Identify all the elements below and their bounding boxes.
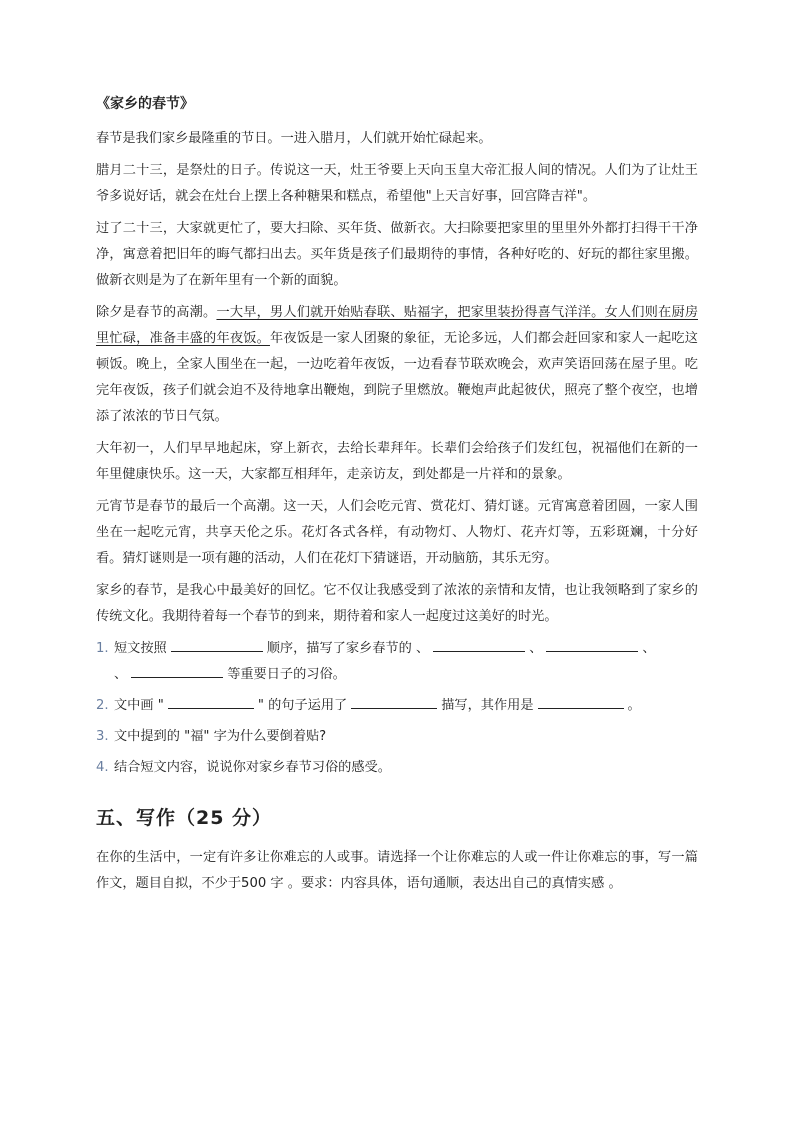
question-3 [96, 724, 698, 750]
question-text: 结合短文内容，说说你对家乡春节习俗的感受。 [114, 760, 391, 775]
paragraph-1: 春节是我们家乡最隆重的节日。一进入腊月，人们就开始忙碌起来。 [96, 131, 492, 146]
paragraph-3: 过了二十三，大家就更忙了，要大扫除、买年货、做新衣。大扫除要把家里的里里外外都打扫得干干净净，寓意着把旧年的晦气都扫出去。买年货是孩子们最期待的事情，各种好吃的、好玩的都往家里搬。做新衣则是为了在新年里有一个新的面貌。 [96, 221, 698, 288]
question-text: 描写，其作用是 [441, 698, 534, 713]
question-text: 文中画 " [114, 698, 164, 713]
question-text: 文中提到的 "福" 字为什么要倒着贴? [114, 729, 327, 744]
writing-prompt: 在你的生活中，一定有许多让你难忘的人或事。请选择一个让你难忘的人或一件让你难忘的事，写一篇作文，题目自拟，不少于500 字 。要求：内容具体，语句通顺，表达出自己的真情实感 。 [96, 850, 698, 891]
answer-blank[interactable] [351, 694, 437, 709]
reading-title: 《家乡的春节》 [96, 96, 194, 112]
question-2 [96, 693, 698, 719]
question-text: 等重要日子的习俗。 [227, 667, 346, 682]
paragraph-7: 家乡的春节，是我心中最美好的回忆。它不仅让我感受到了浓浓的亲情和友情，也让我领略到了家乡的传统文化。我期待着每一个春节的到来，期待着和家人一起度过这美好的时光。 [96, 583, 698, 624]
document-page [96, 92, 698, 897]
paragraph-5: 大年初一，人们早早地起床，穿上新衣，去给长辈拜年。长辈们会给孩子们发红包，祝福他们在新的一年里健康快乐。这一天，大家都互相拜年，走亲访友，到处都是一片祥和的景象。 [96, 441, 698, 482]
paragraph-4-start: 除夕是春节的高潮。 [96, 305, 217, 320]
paragraph-6: 元宵节是春节的最后一个高潮。这一天，人们会吃元宵、赏花灯、猜灯谜。元宵寓意着团圆，一家人围坐在一起吃元宵，共享天伦之乐。花灯各式各样，有动物灯、人物灯、花卉灯等，五彩斑斓，十分好看。猜灯谜则是一项有趣的活动，人们在花灯下猜谜语，开动脑筋，其乐无穷。 [96, 499, 698, 566]
question-4 [96, 755, 698, 781]
writing-section-title: 五、写作（25 分） [96, 807, 273, 829]
question-1 [96, 636, 698, 688]
question-number: 2. [96, 698, 109, 713]
paragraph-2: 腊月二十三，是祭灶的日子。传说这一天，灶王爷要上天向玉皇大帝汇报人间的情况。人们为了让灶王爷多说好话，就会在灶台上摆上各种糖果和糕点，希望他"上天言好事，回宫降吉祥"。 [96, 163, 698, 204]
question-text: 。 [627, 698, 641, 713]
answer-blank[interactable] [433, 637, 525, 652]
question-number: 3. [96, 729, 109, 744]
answer-blank[interactable] [131, 663, 223, 678]
answer-blank[interactable] [171, 637, 263, 652]
paragraph-4 [96, 300, 698, 430]
question-text: 短文按照 [114, 641, 167, 656]
paragraph-4-end: 年夜饭是一家人团聚的象征，无论多远，人们都会赶回家和家人一起吃这顿饭。晚上，全家人围坐在一起，一边吃着年夜饭，一边看春节联欢晚会，欢声笑语回荡在屋子里。吃完年夜饭，孩子们就会迫不及待地拿出鞭炮，到院子里燃放。鞭炮声此起彼伏，照亮了整个夜空，也增添了浓浓的节日气氛。 [96, 331, 698, 424]
question-text: 顺序，描写了家乡春节的 、 [266, 641, 430, 656]
question-number: 1. [96, 641, 109, 656]
question-number: 4. [96, 760, 109, 775]
underlined-sentence: 一大早，男人们就开始贴春联、贴福字，把家里装扮得喜气洋洋。女人们则在厨房里忙碌，准备丰盛的年夜饭。 [96, 305, 699, 346]
question-text: 、 [642, 641, 656, 656]
question-text: 、 [529, 641, 543, 656]
question-text: " 的句子运用了 [257, 698, 348, 713]
answer-blank[interactable] [538, 694, 624, 709]
answer-blank[interactable] [546, 637, 638, 652]
question-text: 、 [114, 667, 128, 682]
answer-blank[interactable] [168, 694, 254, 709]
